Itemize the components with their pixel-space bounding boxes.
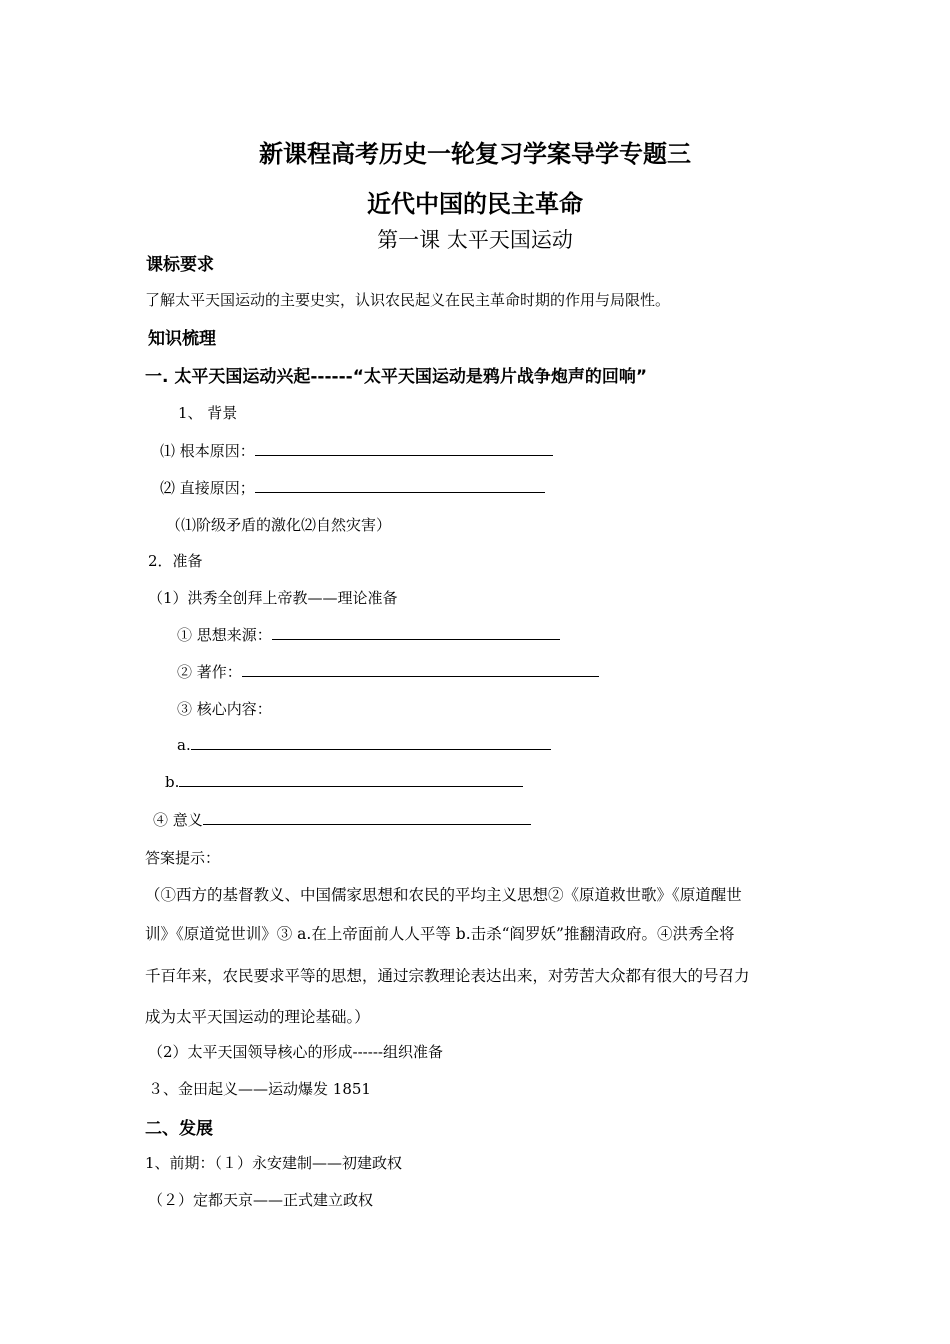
core-content-label: ③ 核心内容： xyxy=(177,700,272,718)
core-b-row xyxy=(165,772,523,791)
direct-cause-blank xyxy=(255,478,545,493)
works-row xyxy=(177,661,599,682)
thought-source-blank xyxy=(272,625,560,640)
root-cause-row xyxy=(160,440,553,461)
root-cause-label: ⑴ 根本原因： xyxy=(160,442,255,460)
preparation-title: 2．准备 xyxy=(148,552,203,570)
core-a-row xyxy=(177,735,551,754)
direct-cause-row xyxy=(160,477,545,498)
significance-row xyxy=(153,809,531,830)
significance-label: ④ 意义 xyxy=(153,811,203,829)
thought-source-label: ① 思想来源： xyxy=(177,626,272,644)
development-early-1: 1、前期：（１）永安建制——初建政权 xyxy=(145,1154,403,1172)
core-b-label: b. xyxy=(165,773,180,791)
core-a-label: a. xyxy=(177,736,191,754)
works-label: ② 著作： xyxy=(177,663,242,681)
core-b-blank xyxy=(179,772,523,787)
standards-text: 了解太平天国运动的主要史实，认识农民起义在民主革命时期的作用与局限性。 xyxy=(145,291,671,309)
section-knowledge-heading: 知识梳理 xyxy=(148,329,216,349)
section-standards-heading: 课标要求 xyxy=(146,255,214,275)
answer-line-1: （①西方的基督教义、中国儒家思想和农民的平均主义思想②《原道救世歌》《原道醒世 xyxy=(145,886,742,904)
development-early-2: （２）定都天京——正式建立政权 xyxy=(148,1191,374,1209)
prep2-heading: （2）太平天国领导核心的形成------组织准备 xyxy=(148,1043,443,1061)
answer-line-2: 训》《原道觉世训》③ a.在上帝面前人人平等 b.击杀“阎罗妖”推翻清政府。④洪秀全将 xyxy=(145,925,735,943)
prep3-heading: ３、金田起义——运动爆发 1851 xyxy=(148,1080,371,1098)
core-a-blank xyxy=(191,735,551,750)
background-title: 1、 背景 xyxy=(178,404,238,422)
part1-heading: 一. 太平天国运动兴起------“太平天国运动是鸦片战争炮声的回响” xyxy=(145,367,648,387)
works-blank xyxy=(242,662,599,677)
prep1-heading: （1）洪秀全创拜上帝教——理论准备 xyxy=(148,589,398,607)
part2-heading: 二、发展 xyxy=(145,1119,213,1139)
answer-line-4: 成为太平天国运动的理论基础。） xyxy=(145,1008,370,1026)
direct-cause-label: ⑵ 直接原因； xyxy=(160,479,255,497)
background-hint: （⑴阶级矛盾的激化⑵自然灾害） xyxy=(166,516,392,534)
root-cause-blank xyxy=(255,441,553,456)
significance-blank xyxy=(203,810,531,825)
title-line-2: 近代中国的民主革命 xyxy=(367,190,583,218)
answer-hint-title: 答案提示： xyxy=(145,849,221,867)
answer-line-3: 千百年来，农民要求平等的思想，通过宗教理论表达出来，对劳苦大众都有很大的号召力 xyxy=(145,967,750,985)
title-line-1: 新课程高考历史一轮复习学案导学专题三 xyxy=(259,140,691,168)
lesson-title: 第一课 太平天国运动 xyxy=(377,228,573,252)
thought-source-row xyxy=(177,624,560,645)
